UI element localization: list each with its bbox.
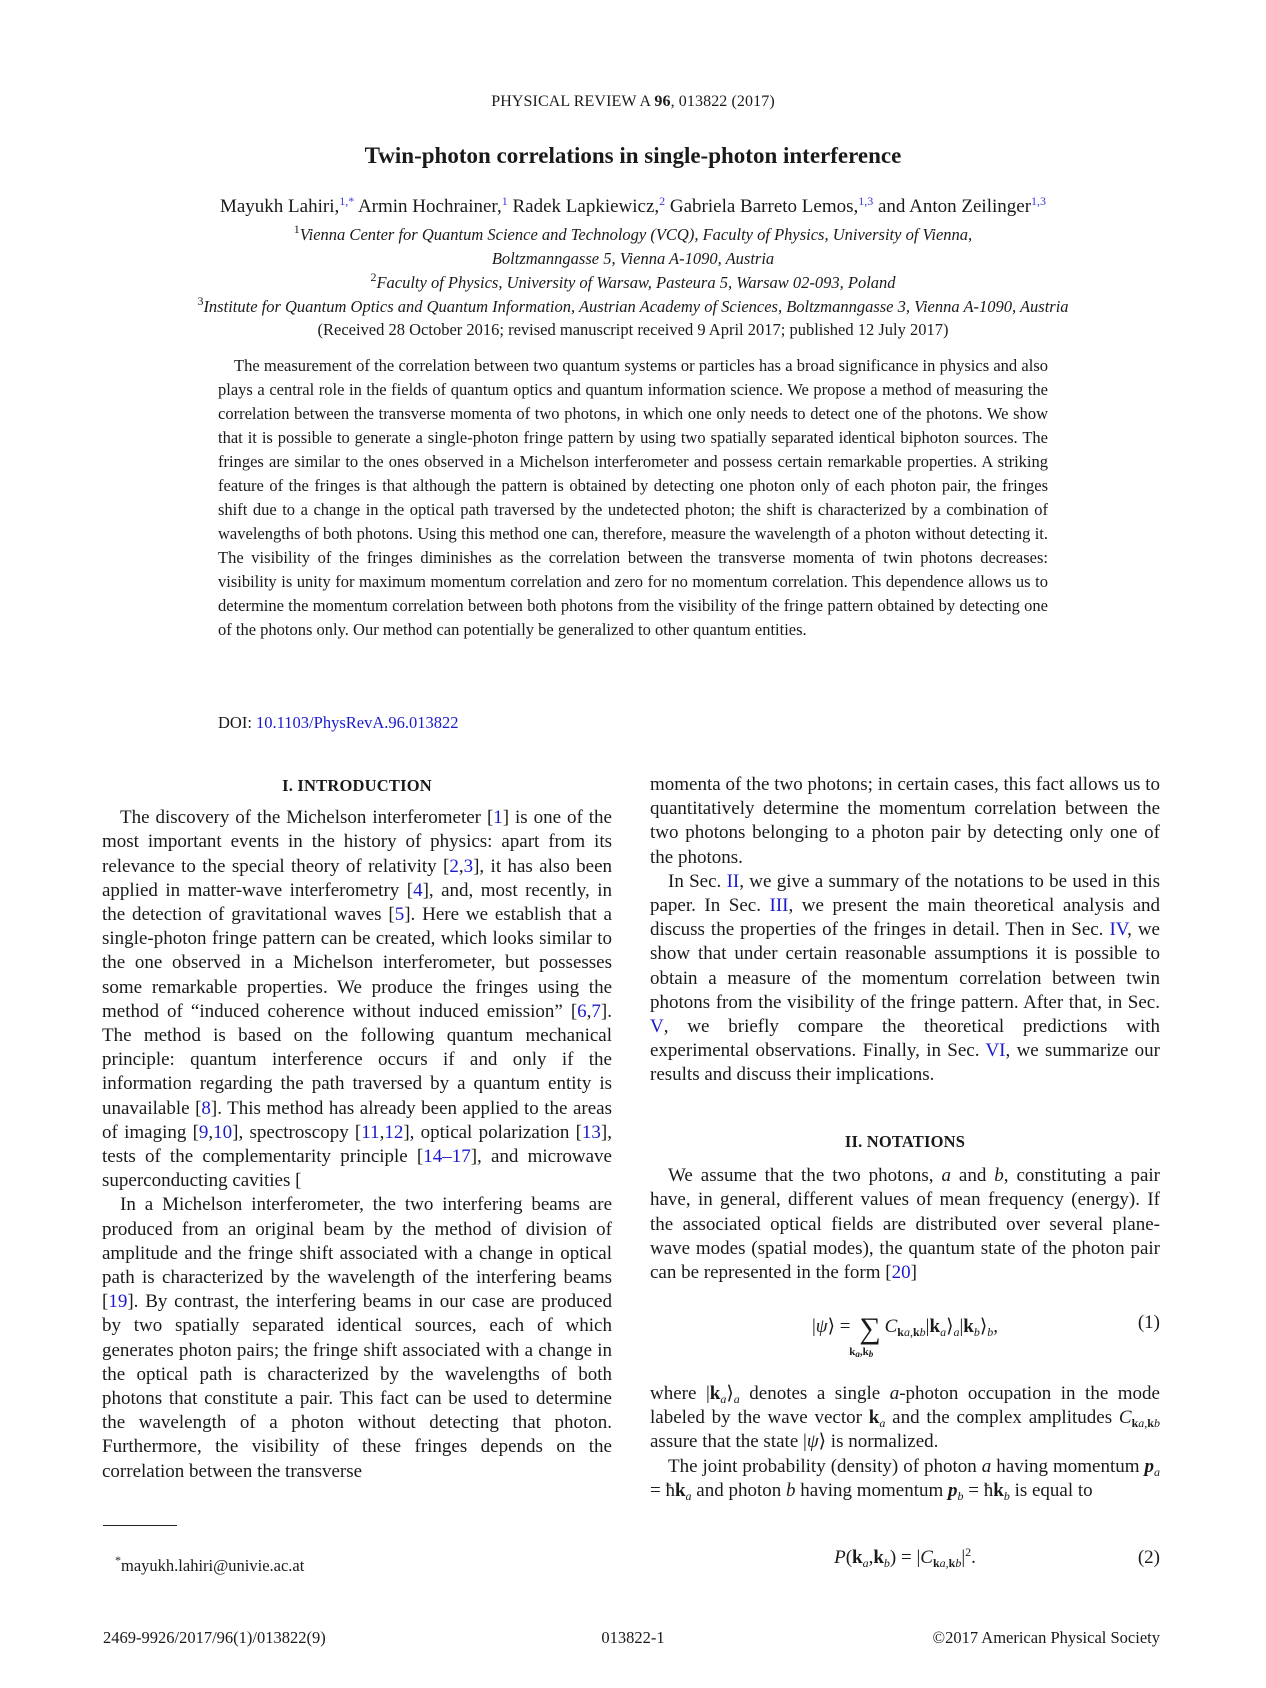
right-column-intro <box>650 773 1160 1088</box>
author-list <box>0 196 1266 218</box>
footnote <box>115 1553 305 1576</box>
footer-page-number: 013822-1 <box>601 1628 665 1647</box>
author-name: Gabriela Barreto Lemos, <box>669 196 859 217</box>
summation-icon: ∑ ka,kb <box>849 1312 881 1359</box>
abstract: The measurement of the correlation between two quantum systems or particles has a broad significance in physics and also plays a central role in the fields of quantum optics and quantum information science. We propose a method of measuring the correlation between the transverse momenta of two photons, in which one only needs to detect one of the photons. We show that it is possible to generate a single-photon fringe pattern by using two spatially separated identical biphoton sources. The fringes are similar to the ones observed in a Michelson interferometer and possess certain remarkable properties. A striking feature of the fringes is that although the pattern is obtained by detecting one photon only of each photon pair, the fringes shift due to a change in the optical path traversed by the undetected photon; the shift is characterized by a combination of wavelengths of both photons. Using this method one can, therefore, measure the wavelength of a photon without detecting it. The visibility of the fringes diminishes as the correlation between the transverse momenta of twin photons decreases: visibility is unity for maximum momentum correlation and zero for no momentum correlation. This dependence allows us to determine the momentum correlation between both photons from the visibility of the fringe pattern obtained by detecting one of the photons only. Our method can potentially be generalized to other quantum entities. <box>218 356 1048 639</box>
affiliation-1-cont <box>0 249 1266 269</box>
citation-link[interactable]: 19 <box>108 1291 128 1313</box>
intro-paragraph-1 <box>102 806 612 1193</box>
citation-link[interactable]: 13 <box>581 1121 601 1143</box>
affiliation-2 <box>0 270 1266 293</box>
affiliation-1 <box>0 222 1266 245</box>
right-column-notations-cont <box>650 1382 1160 1503</box>
equation-number: (2) <box>1137 1547 1160 1568</box>
text: , we present the main theoretical analysis and discuss the properties of the fringes in detail. Then in Sec. <box>650 895 1160 941</box>
text: and <box>950 1165 995 1187</box>
left-column <box>102 776 613 1484</box>
affiliation-text: Vienna Center for Quantum Science and Technology (VCQ), Faculty of Physics, University of Vienna, <box>299 225 973 244</box>
author-affil-link[interactable]: 1,3 <box>1031 194 1047 208</box>
citation-link[interactable]: 8 <box>201 1097 211 1119</box>
text: ], optical polarization [ <box>403 1121 582 1143</box>
article-number: , 013822 (2017) <box>670 93 775 110</box>
affiliation-number: 2 <box>370 270 377 284</box>
author-affil-link[interactable]: 1 <box>501 194 508 208</box>
footnote-email: mayukh.lahiri@univie.ac.at <box>121 1556 305 1575</box>
intro-paragraph-2 <box>102 1193 612 1483</box>
equation-number: (1) <box>1137 1312 1160 1333</box>
doi-label: DOI: <box>218 713 257 732</box>
text: ] is one of the most important events in the history of physics: apart from its relevance to the special theory of relativity [ <box>102 807 612 877</box>
section-link[interactable]: IV <box>1109 919 1128 941</box>
section-heading-notations: II. NOTATIONS <box>844 1132 966 1151</box>
section-link[interactable]: V <box>650 1016 664 1038</box>
equation-1 <box>650 1312 1160 1362</box>
running-head <box>0 93 1266 111</box>
notations-paragraph-2: where $|k_a⟩_a$ denotes a single a-photon occupation in the mode labeled by the wave vector $k_a$ and the complex amplitudes $C_{ka,kb}$ assure that the state |ψ⟩ is normalized. <box>650 1383 1160 1453</box>
text: , <box>208 1121 214 1143</box>
citation-link[interactable]: 3 <box>463 855 474 877</box>
notations-paragraph-1 <box>650 1164 1160 1285</box>
received-dates: (Received 28 October 2016; revised manuscript received 9 April 2017; published 12 July 2017) <box>317 320 949 339</box>
citation-link[interactable]: 6 <box>577 1000 587 1022</box>
text: The discovery of the Michelson interferometer [ <box>120 807 494 829</box>
text: , we show that under certain reasonable assumptions it is possible to obtain a measure of the momentum correlation between twin photons from the visibility of the fringe pattern. After that, in Sec. <box>650 919 1160 1013</box>
intro-paragraph-3 <box>650 870 1160 1088</box>
volume-number: 96 <box>654 93 671 110</box>
section-heading-introduction: I. INTRODUCTION <box>282 776 432 795</box>
affiliation-number: 3 <box>197 294 204 308</box>
citation-link[interactable]: 20 <box>891 1262 911 1284</box>
text: ]. Here we establish that a single-photon fringe pattern can be created, which looks similar to the one observed in a Michelson interferometer, but possesses some remarkable properties. We produce the fringes using the method of “induced coherence without induced emission” [ <box>102 904 612 1022</box>
text: In Sec. <box>668 870 727 892</box>
notations-paragraph-3: The joint probability (density) of photon a having momentum $p_a$ = $ħk_a$ and photon b having momentum $p_b$ = $ħk_b$ is equal to <box>650 1455 1160 1503</box>
author-name: Radek Lapkiewicz, <box>512 196 660 217</box>
photon-a-symbol: a <box>941 1165 951 1187</box>
citation-link[interactable]: 11 <box>361 1121 380 1143</box>
intro-paragraph-2-continued: momenta of the two photons; in certain cases, this fact allows us to quantitatively determine the momentum correlation between the two photons belonging to a photon pair by detecting only one of the photons. <box>650 774 1160 868</box>
citation-link[interactable]: 7 <box>591 1000 601 1022</box>
text: , we summarize our results and discuss their implications. <box>650 1040 1161 1086</box>
citation-link[interactable]: 4 <box>413 879 423 901</box>
text: , we briefly compare the theoretical predictions with experimental observations. Finally, in Sec. <box>650 1016 1160 1062</box>
footer-copyright: ©2017 American Physical Society <box>932 1628 1160 1647</box>
affiliation-3 <box>0 294 1266 317</box>
affiliation-text: Boltzmanngasse 5, Vienna A-1090, Austria <box>491 249 775 268</box>
citation-link[interactable]: 1 <box>493 807 503 829</box>
author-name: and Anton Zeilinger <box>878 196 1032 217</box>
affiliation-text: Faculty of Physics, University of Warsaw, Pasteura 5, Warsaw 02-093, Poland <box>376 273 896 292</box>
text: ]. By contrast, the interfering beams in our case are produced by two spatially separated identical sources, each of which generates photon pairs; the fringe shift associated with a change in the optical path is characterized by the wavelengths of both photons that constitute a pair. This fact can be used to determine the wavelength of a photon without detecting that photon. Furthermore, the visibility of these fringes depends on the correlation between the transverse <box>102 1291 612 1482</box>
section-link[interactable]: II <box>726 870 740 892</box>
equation-1-body: |ψ⟩ = ∑ ka,kb $C_{ka,kb}|k_a⟩_a|k_b⟩_b$, <box>811 1312 999 1359</box>
citation-link[interactable]: 2 <box>449 855 459 877</box>
doi <box>218 713 459 733</box>
author-name: Armin Hochrainer, <box>357 196 502 217</box>
section-link[interactable]: VI <box>985 1040 1006 1062</box>
author-affil-link[interactable]: 1,* <box>339 194 355 208</box>
text: In a Michelson interferometer, the two interfering beams are produced from an original beam by the method of division of amplitude and the fringe shift associated with a change in optical path is characterized by the wavelength of the interfering beams [ <box>102 1194 612 1313</box>
photon-b-symbol: b <box>994 1165 1004 1187</box>
equation-2-body: $P(k_a,k_b) = |C_{ka,kb}|^2$. <box>834 1545 976 1570</box>
affiliation-text: Institute for Quantum Optics and Quantum Information, Austrian Academy of Sciences, Boltzmanngasse 3, Vienna A-1090, Austria <box>203 297 1069 316</box>
doi-link[interactable]: 10.1103/PhysRevA.96.013822 <box>256 713 459 732</box>
text: We assume that the two photons, <box>668 1165 942 1187</box>
citation-link[interactable]: 12 <box>384 1121 404 1143</box>
equation-2 <box>650 1547 1160 1597</box>
affiliation-number: 1 <box>293 222 300 236</box>
footer-issn: 2469-9926/2017/96(1)/013822(9) <box>103 1628 326 1647</box>
author-affil-link[interactable]: 2 <box>659 194 666 208</box>
author-name: Mayukh Lahiri, <box>219 196 340 217</box>
text: ], tests of the complementarity principle [ <box>102 1121 612 1168</box>
section-link[interactable]: III <box>769 895 789 917</box>
text: , <box>458 855 464 877</box>
text: ] <box>910 1262 917 1284</box>
text: , <box>379 1121 385 1143</box>
text: ]. The method is based on the following quantum mechanical principle: quantum interference occurs if and only if the information regarding the path traversed by a quantum entity is unavailable [ <box>102 1000 612 1119</box>
text: ], and, most recently, in the detection of gravitational waves [ <box>102 879 612 926</box>
citation-link[interactable]: 10 <box>213 1121 233 1143</box>
text: , we give a summary of the notations to be used in this paper. In Sec. <box>650 870 1161 917</box>
footnote-mark: * <box>115 1553 121 1567</box>
citation-link[interactable]: 5 <box>394 904 405 926</box>
paper-title: Twin-photon correlations in single-photon interference <box>364 143 902 168</box>
citation-link[interactable]: 9 <box>198 1121 209 1143</box>
text: ], it has also been applied in matter-wave interferometry [ <box>102 855 613 901</box>
journal-name: PHYSICAL REVIEW A <box>491 93 655 110</box>
text: ], and microwave superconducting cavities [ <box>102 1146 612 1192</box>
footnote-rule <box>103 1525 177 1526</box>
text: , <box>586 1000 592 1022</box>
right-column-notations <box>650 1132 1160 1285</box>
text: , constituting a pair have, in general, different values of mean frequency (energy). If the associated optical fields are distributed over several plane-wave modes (spatial modes), the quantum state of the photon pair can be represented in the form [ <box>650 1165 1160 1284</box>
text: ]. This method has already been applied to the areas of imaging [ <box>102 1097 612 1143</box>
citation-link[interactable]: 14–17 <box>423 1146 471 1168</box>
author-affil-link[interactable]: 1,3 <box>858 194 874 208</box>
text: ], spectroscopy [ <box>232 1121 362 1143</box>
